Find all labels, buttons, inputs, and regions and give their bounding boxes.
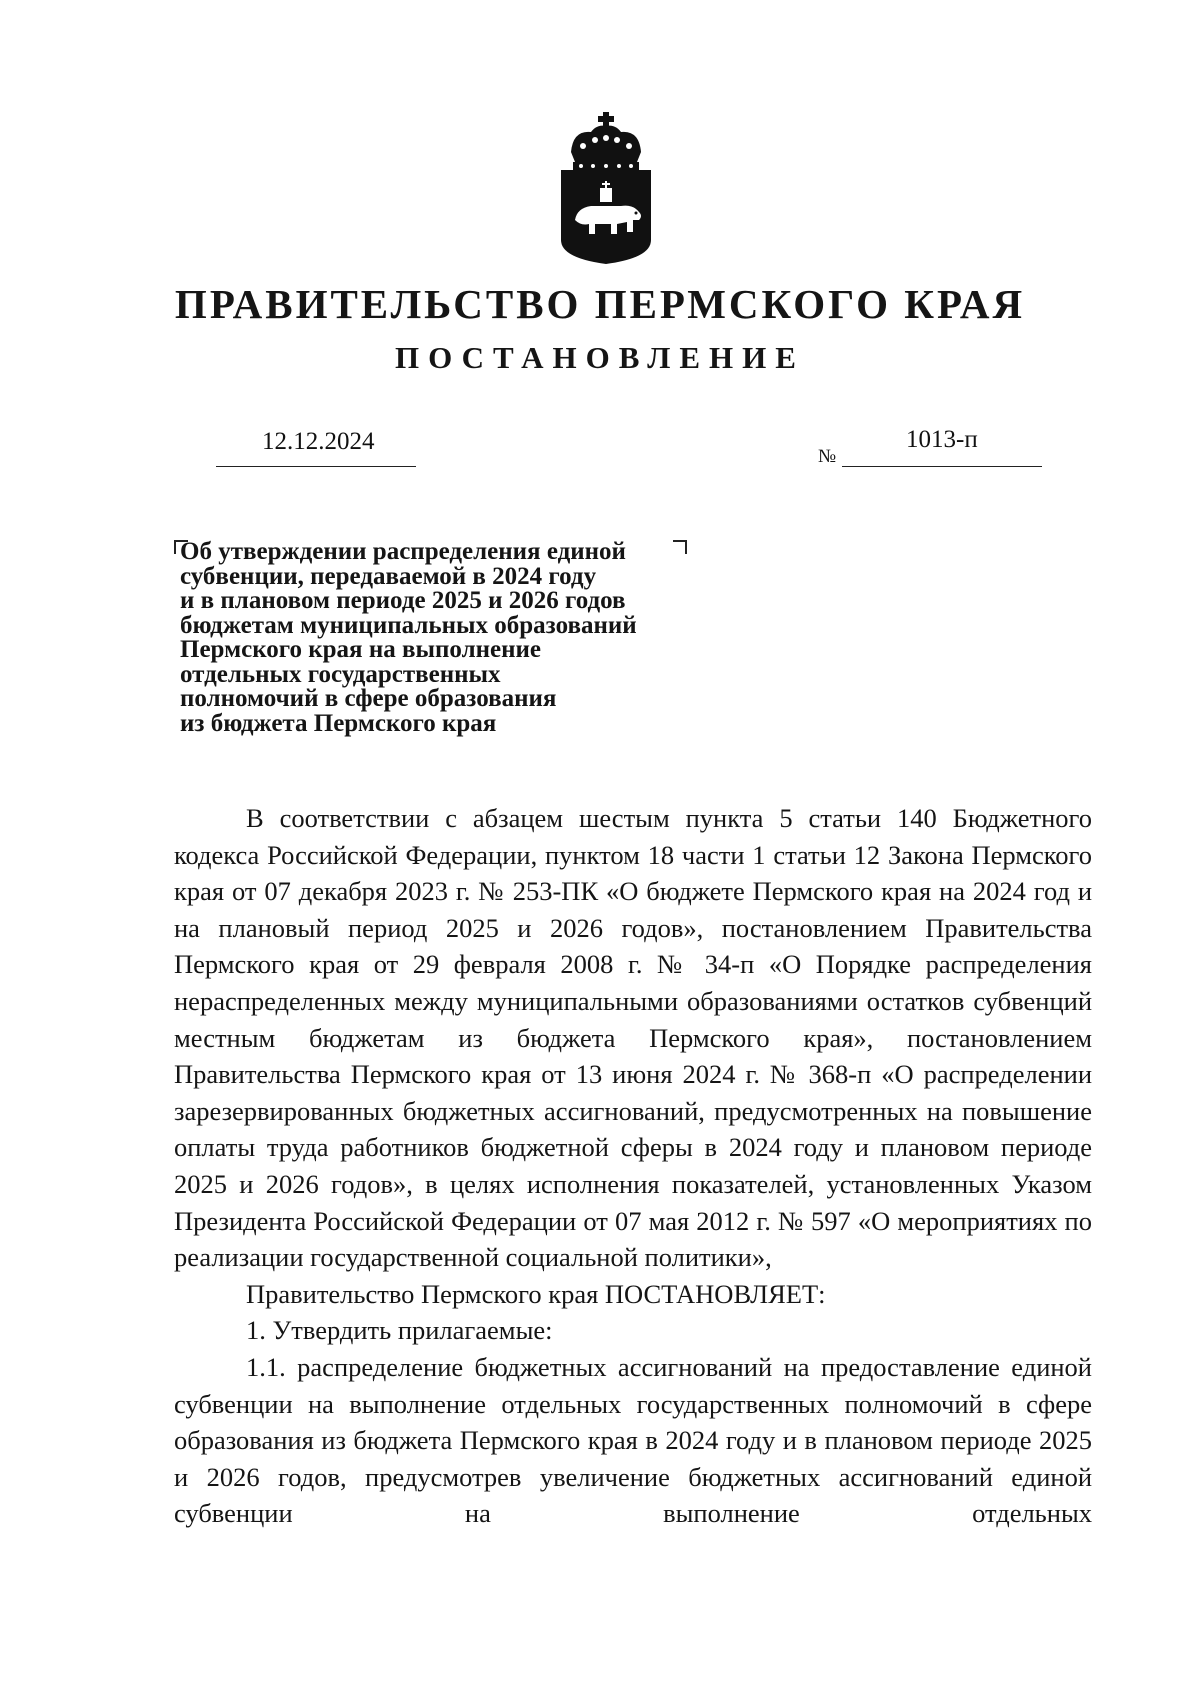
number-label: №: [818, 446, 837, 467]
perm-krai-coat-of-arms-icon: [561, 112, 651, 264]
subject-line: из бюджета Пермского края: [180, 709, 497, 737]
item-1-1-paragraph: 1.1. распределение бюджетных ассигнований на предоставление единой субвенции на выполнение отдельных государственных полномочий в сфере образования из бюджета Пермского края в 2024 году и в плановом периоде 2025 и 2026 годов, предусмотрев увеличение бюджетных ассигнований единой субвенции на выполнение отдельных: [174, 1351, 1092, 1529]
item-1-paragraph: 1. Утвердить прилагаемые:: [246, 1315, 553, 1346]
subject-line: Об утверждении распределения единой: [180, 538, 626, 565]
document-subject: [180, 540, 740, 736]
preamble-paragraph: В соответствии с абзацем шестым пункта 5 статьи 140 Бюджетного кодекса Российской Федерации, пунктом 18 части 1 статьи 12 Закона Пермского края от 07 декабря 2023 г. № 253-ПК «О бюджете Пермского края на 2024 год и на плановый период 2025 и 2026 годов», постановлением Правительства Пермского края от 29 февраля 2008 г. № 34-п «О Порядке распределения нераспределенных между муниципальными образованиями остатков субвенций местным бюджетам из бюджета Пермского края», постановлением Правительства Пермского края от 13 июня 2024 г. № 368-п «О распределении зарезервированных бюджетных ассигнований, предусмотренных на повышение оплаты труда работников бюджетной сферы в 2024 году и плановом периоде 2025 и 2026 годов», в целях исполнения показателей, установленных Указом Президента Российской Федерации от 07 мая 2012 г. № 597 «О мероприятиях по реализации государственной социальной политики»,: [174, 803, 1092, 1273]
number-field: [842, 426, 1042, 467]
subject-line: бюджетам муниципальных образований: [180, 611, 637, 639]
subject-line: субвенции, передаваемой в 2024 году: [180, 562, 597, 590]
document-type-title: ПОСТАНОВЛЕНИЕ: [395, 340, 805, 375]
subject-line: Пермского края на выполнение: [180, 636, 542, 663]
document-number: 1013-п: [906, 426, 978, 453]
date-field: [216, 428, 416, 467]
subject-line: и в плановом периоде 2025 и 2026 годов: [180, 587, 626, 614]
resolves-paragraph: Правительство Пермского края ПОСТАНОВЛЯЕТ:: [246, 1278, 826, 1309]
subject-line: отдельных государственных: [180, 660, 501, 688]
document-body: [174, 800, 1092, 1532]
document-date: 12.12.2024: [262, 428, 375, 455]
government-title: ПРАВИТЕЛЬСТВО ПЕРМСКОГО КРАЯ: [174, 281, 1026, 327]
subject-line: полномочий в сфере образования: [180, 685, 557, 712]
